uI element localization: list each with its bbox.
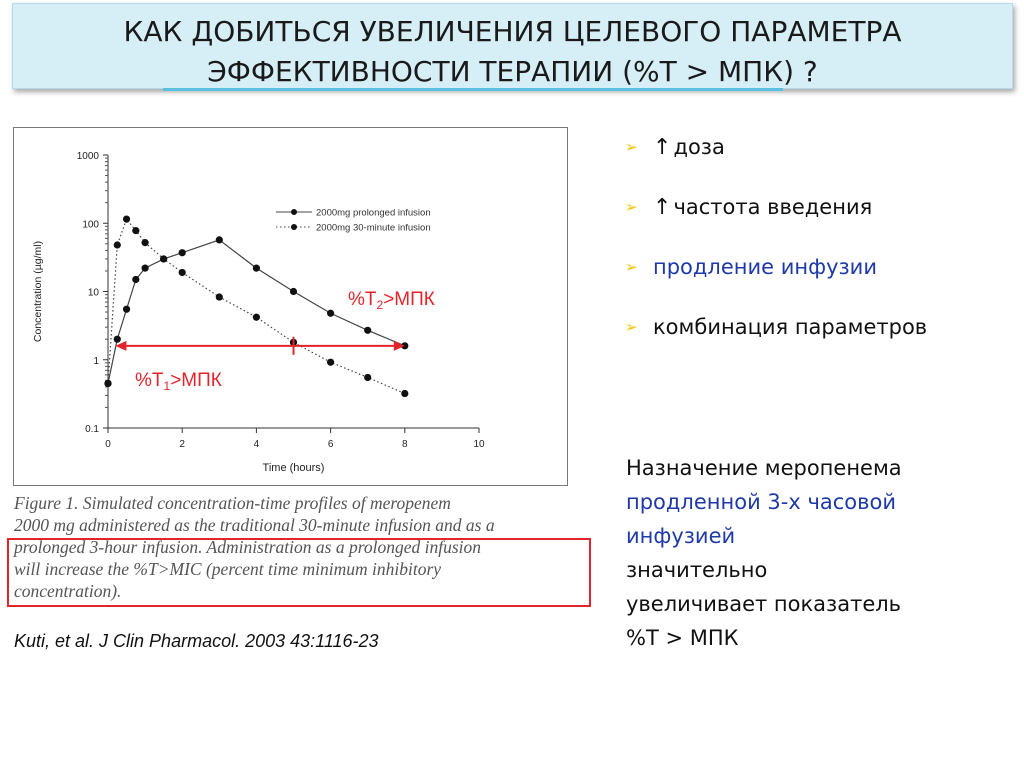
bullet-text [653, 130, 725, 165]
series-0-point [123, 306, 130, 313]
series-1-point [114, 241, 121, 248]
y-axis-label: Concentration (µg/ml) [32, 240, 44, 343]
y-tick-label: 0.1 [85, 424, 99, 435]
series-0-point [216, 236, 223, 243]
series-0-point [290, 288, 297, 295]
chart-frame [13, 127, 568, 486]
x-tick-label: 10 [473, 439, 485, 450]
citation-reference: Kuti, et al. J Clin Pharmacol. 2003 43:1116-23 [14, 631, 379, 651]
caption-line-1: Figure 1. Simulated concentration-time profiles of meropenem [14, 493, 451, 513]
bullet-label: продление инфузии [653, 255, 877, 279]
bullet-label: комбинация параметров [653, 315, 928, 339]
arrowhead-bullet-icon: ➢ [625, 318, 638, 336]
t2-mic-label: $\%T_2>МПК$ [348, 289, 435, 312]
series-1-point [216, 293, 223, 300]
series-1-point [132, 227, 139, 234]
series-0-point [253, 265, 260, 272]
chart-axes [32, 151, 485, 474]
series-0-point [132, 276, 139, 283]
series-1-point [401, 390, 408, 397]
y-tick-label: 1000 [76, 151, 99, 162]
series-line-0 [108, 240, 405, 384]
concentration-time-chart [14, 128, 567, 485]
series-1-point [179, 269, 186, 276]
summary-line-1: Назначение меропенема [626, 456, 902, 480]
bullet-item-prolonged-infusion [625, 250, 1015, 310]
bullet-item-dose [625, 130, 1015, 190]
x-axis-label: Time (hours) [262, 462, 325, 474]
series-0-point [364, 327, 371, 334]
series-0-point [327, 310, 334, 317]
legend-marker-0 [291, 209, 297, 215]
caption-line-3: prolonged 3-hour infusion. Administration as a prolonged infusion [14, 537, 482, 557]
series-1-point [364, 374, 371, 381]
up-arrow-icon: ↑ [653, 195, 672, 220]
x-tick-label: 2 [179, 439, 185, 450]
summary-line-3-rest: значительно [626, 558, 768, 582]
bullet-text [653, 190, 872, 225]
series-1-point [253, 314, 260, 321]
bullet-item-combination [625, 310, 1015, 370]
x-tick-label: 4 [253, 439, 260, 450]
x-tick-label: 8 [402, 439, 408, 450]
chart-annotations [115, 289, 434, 393]
y-tick-label: 1 [93, 355, 99, 367]
t1-mic-label: $\%T_1>МПК$ [135, 370, 222, 393]
caption-highlight-box [7, 538, 591, 607]
slide-title-line-2: ЭФФЕКТИВНОСТИ ТЕРАПИИ (%Т > МПК) ? [207, 55, 818, 88]
summary-line-4: увеличивает показатель [626, 592, 902, 616]
x-tick-label: 0 [105, 439, 111, 450]
caption-line-5: concentration). [14, 581, 122, 601]
bullet-item-frequency [625, 190, 1015, 250]
summary-highlight: инфузией [626, 524, 736, 548]
chart-legend [276, 208, 431, 234]
strategy-bullet-list [625, 130, 1015, 370]
arrowhead-bullet-icon: ➢ [625, 258, 638, 276]
slide-title [13, 12, 1012, 92]
series-0-point [114, 336, 121, 343]
y-tick-label: 100 [82, 219, 99, 231]
series-0-point [142, 265, 149, 272]
summary-line-3 [626, 519, 1006, 587]
slide-title-line-1: КАК ДОБИТЬСЯ УВЕЛИЧЕНИЯ ЦЕЛЕВОГО ПАРАМЕТРА [123, 15, 902, 48]
legend-marker-1 [291, 224, 297, 230]
title-accent-bar [163, 88, 783, 91]
bullet-label: доза [673, 135, 725, 159]
bullet-label: частота введения [673, 195, 873, 219]
slide-title-box [12, 3, 1013, 89]
series-1-point [104, 380, 111, 387]
legend-label-1: 2000mg 30-minute infusion [316, 222, 431, 234]
x-tick-label: 6 [327, 439, 334, 450]
series-1-point [327, 359, 334, 366]
series-1-point [160, 255, 167, 262]
series-1-point [142, 239, 149, 246]
caption-line-4: will increase the %T>MIC (percent time minimum inhibitory [14, 559, 442, 579]
arrowhead-bullet-icon: ➢ [625, 198, 638, 216]
arrowhead-bullet-icon: ➢ [625, 138, 638, 156]
caption-line-2: 2000 mg administered as the traditional 30-minute infusion and as a [14, 515, 495, 535]
legend-label-0: 2000mg prolonged infusion [316, 207, 431, 219]
summary-line-2: продленной 3-х часовой [626, 490, 896, 514]
up-arrow-icon: ↑ [653, 135, 672, 160]
series-0-point [179, 249, 186, 256]
y-tick-label: 10 [87, 287, 99, 299]
summary-paragraph [626, 451, 1006, 655]
summary-line-5: %Т > МПК [626, 626, 739, 650]
series-1-point [123, 216, 130, 223]
mic-arrow-right-head [394, 341, 405, 351]
